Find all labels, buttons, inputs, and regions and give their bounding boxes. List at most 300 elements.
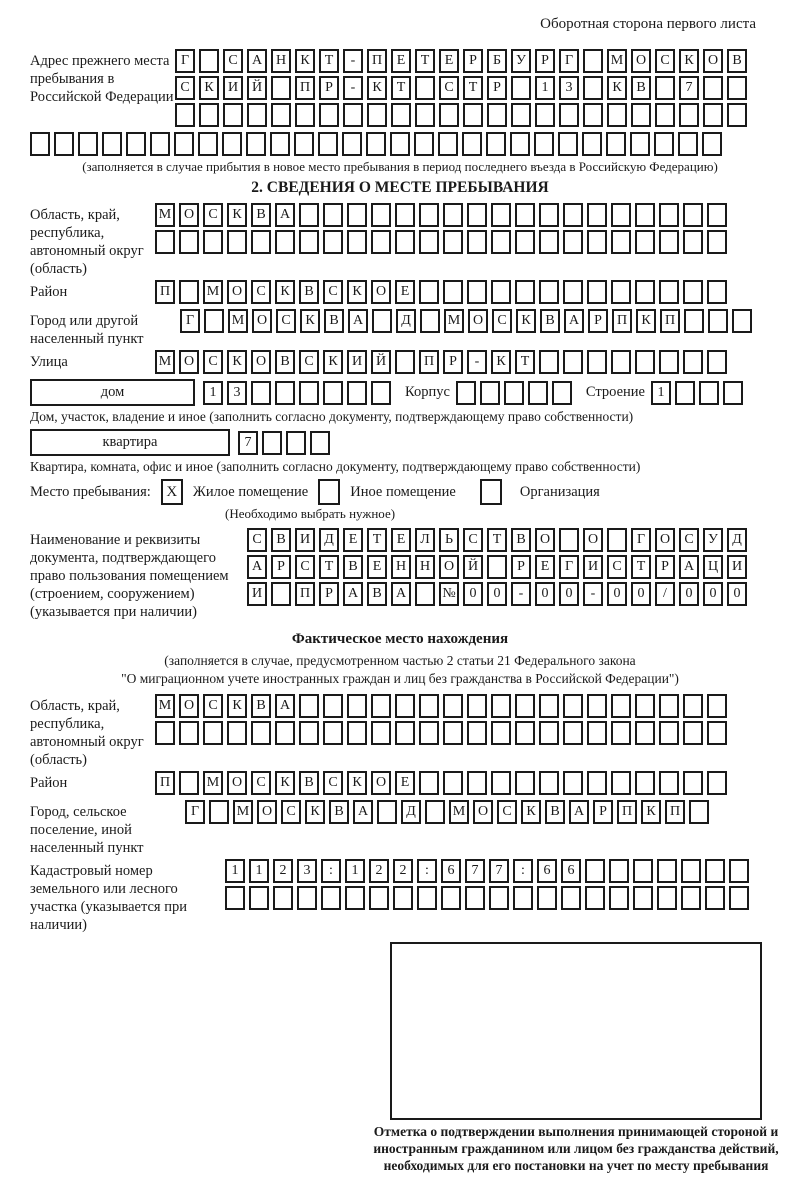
fact-caption-line1: (заполняется в случае, предусмотренном частью 2 статьи 21 Федерального закона — [164, 653, 636, 668]
char-box: О — [179, 203, 199, 227]
char-box: Д — [401, 800, 421, 824]
korpus-label: Корпус — [405, 384, 450, 400]
char-box: Е — [391, 528, 411, 552]
char-box: С — [323, 280, 343, 304]
char-box — [630, 132, 650, 156]
char-box — [534, 132, 554, 156]
char-box — [175, 103, 195, 127]
char-box: И — [223, 76, 243, 100]
char-box: 3 — [227, 381, 247, 405]
char-boxes-row — [185, 800, 713, 824]
char-box: 1 — [249, 859, 269, 883]
char-box — [563, 721, 583, 745]
char-box: С — [299, 350, 319, 374]
ulitsa-label: Улица — [30, 354, 68, 370]
fact-gorod-label: Город, сельское поселение, иной населенный пункт — [30, 804, 144, 856]
char-box — [683, 350, 703, 374]
char-box — [367, 103, 387, 127]
char-box: С — [607, 555, 627, 579]
char-box: : — [513, 859, 533, 883]
char-box — [583, 76, 603, 100]
char-box — [271, 103, 291, 127]
prev-address-rows — [175, 49, 751, 130]
prev-address-group — [30, 49, 770, 130]
char-box — [659, 694, 679, 718]
char-box — [689, 800, 709, 824]
kvartira-caption: Квартира, комната, офис и иное (заполнить согласно документу, подтверждающему право собственности) — [30, 459, 641, 474]
char-box — [223, 103, 243, 127]
char-box: М — [228, 309, 248, 333]
char-box — [515, 203, 535, 227]
char-box — [683, 280, 703, 304]
char-box — [587, 721, 607, 745]
char-box: Е — [395, 771, 415, 795]
char-box: А — [353, 800, 373, 824]
char-box: М — [449, 800, 469, 824]
char-box — [539, 203, 559, 227]
char-box: Р — [319, 582, 339, 606]
char-box — [684, 309, 704, 333]
char-box — [369, 886, 389, 910]
char-boxes-row — [247, 555, 751, 579]
char-box: Г — [631, 528, 651, 552]
char-box — [635, 694, 655, 718]
char-box — [563, 203, 583, 227]
char-box: 0 — [679, 582, 699, 606]
char-box: Е — [535, 555, 555, 579]
char-box — [323, 381, 343, 405]
char-box — [707, 230, 727, 254]
char-box — [222, 132, 242, 156]
char-box: Й — [463, 555, 483, 579]
char-box — [420, 309, 440, 333]
char-box — [491, 203, 511, 227]
char-box — [227, 721, 247, 745]
residence-checkbox-org — [480, 479, 502, 505]
char-box: Й — [247, 76, 267, 100]
char-box: Р — [511, 555, 531, 579]
char-box: С — [251, 771, 271, 795]
char-box — [343, 103, 363, 127]
kadastr-group — [30, 859, 770, 934]
char-box — [659, 203, 679, 227]
char-box: С — [203, 350, 223, 374]
char-box: К — [367, 76, 387, 100]
char-box — [310, 431, 330, 455]
char-box — [179, 280, 199, 304]
char-box: Т — [319, 49, 339, 73]
char-box: А — [564, 309, 584, 333]
char-box — [539, 771, 559, 795]
char-box — [729, 886, 749, 910]
char-box: О — [631, 49, 651, 73]
char-box: / — [655, 582, 675, 606]
char-box: С — [203, 203, 223, 227]
char-box: Е — [439, 49, 459, 73]
char-box — [535, 103, 555, 127]
char-box — [708, 309, 728, 333]
char-box — [415, 76, 435, 100]
char-box — [707, 771, 727, 795]
char-box: А — [247, 49, 267, 73]
char-box — [395, 721, 415, 745]
char-box — [681, 886, 701, 910]
char-box — [563, 350, 583, 374]
char-box: К — [323, 350, 343, 374]
char-box: П — [660, 309, 680, 333]
dom-type-box: дом — [30, 379, 195, 406]
char-box — [585, 859, 605, 883]
char-box — [683, 230, 703, 254]
char-box — [558, 132, 578, 156]
char-box: М — [233, 800, 253, 824]
char-box: Р — [487, 76, 507, 100]
char-box: К — [275, 280, 295, 304]
char-box — [155, 230, 175, 254]
char-boxes-row — [247, 582, 751, 606]
char-box — [78, 132, 98, 156]
char-box — [441, 886, 461, 910]
char-box: Т — [367, 528, 387, 552]
char-box: О — [535, 528, 555, 552]
char-box: М — [607, 49, 627, 73]
char-box — [419, 721, 439, 745]
rayon-group — [30, 280, 770, 307]
char-box — [456, 381, 476, 405]
section2-title: 2. СВЕДЕНИЯ О МЕСТЕ ПРЕБЫВАНИЯ — [251, 179, 549, 196]
char-box: 1 — [345, 859, 365, 883]
char-box — [633, 886, 653, 910]
char-box — [347, 203, 367, 227]
char-box — [155, 721, 175, 745]
char-box: К — [295, 49, 315, 73]
char-box — [683, 771, 703, 795]
char-box: 0 — [559, 582, 579, 606]
char-box — [371, 381, 391, 405]
char-box — [251, 721, 271, 745]
char-box — [395, 350, 415, 374]
char-box: - — [511, 582, 531, 606]
char-box — [504, 381, 524, 405]
char-box: Б — [487, 49, 507, 73]
char-box: В — [299, 771, 319, 795]
char-box: О — [655, 528, 675, 552]
char-box — [515, 230, 535, 254]
char-box: Т — [463, 76, 483, 100]
char-box: С — [203, 694, 223, 718]
char-box — [678, 132, 698, 156]
residence-checkbox-inoe — [318, 479, 340, 505]
char-box: Р — [535, 49, 555, 73]
fact-oblast-label: Область, край, республика, автономный округ (область) — [30, 698, 144, 768]
char-box — [395, 230, 415, 254]
char-box: В — [271, 528, 291, 552]
char-box: С — [281, 800, 301, 824]
char-box: Ь — [439, 528, 459, 552]
char-box — [443, 203, 463, 227]
char-box: В — [324, 309, 344, 333]
char-box — [299, 203, 319, 227]
char-box — [491, 230, 511, 254]
char-box — [299, 721, 319, 745]
char-box: О — [371, 771, 391, 795]
char-box — [703, 76, 723, 100]
char-box: С — [655, 49, 675, 73]
char-boxes-row — [155, 350, 731, 374]
char-box — [371, 694, 391, 718]
char-box — [467, 230, 487, 254]
char-box: 2 — [393, 859, 413, 883]
char-box — [199, 103, 219, 127]
char-box: П — [665, 800, 685, 824]
char-box: К — [227, 350, 247, 374]
char-box — [286, 431, 306, 455]
char-box — [699, 381, 719, 405]
char-box: 1 — [225, 859, 245, 883]
char-box — [587, 771, 607, 795]
char-box — [462, 132, 482, 156]
char-box — [659, 350, 679, 374]
char-box: 6 — [441, 859, 461, 883]
char-box: П — [295, 582, 315, 606]
char-box — [179, 771, 199, 795]
char-boxes-row — [175, 49, 751, 73]
char-box — [318, 132, 338, 156]
char-box — [391, 103, 411, 127]
char-boxes-row — [456, 381, 576, 405]
fact-gorod-group — [30, 800, 770, 857]
char-box: В — [631, 76, 651, 100]
char-box: Г — [175, 49, 195, 73]
char-box — [299, 381, 319, 405]
dom-row — [30, 379, 770, 406]
char-box: М — [203, 771, 223, 795]
char-box: Т — [319, 555, 339, 579]
char-box — [657, 886, 677, 910]
char-box — [587, 280, 607, 304]
char-box — [271, 582, 291, 606]
char-box: : — [321, 859, 341, 883]
char-box: Д — [727, 528, 747, 552]
char-boxes-row — [155, 771, 731, 795]
char-box — [539, 721, 559, 745]
char-box: В — [540, 309, 560, 333]
char-box — [657, 859, 677, 883]
char-box — [150, 132, 170, 156]
char-box — [563, 230, 583, 254]
char-box — [262, 431, 282, 455]
char-box — [443, 721, 463, 745]
char-box: О — [468, 309, 488, 333]
char-box — [607, 528, 627, 552]
char-box: У — [703, 528, 723, 552]
char-box — [419, 694, 439, 718]
char-box: М — [155, 350, 175, 374]
char-box — [209, 800, 229, 824]
char-box — [681, 859, 701, 883]
char-box: О — [583, 528, 603, 552]
char-box — [203, 721, 223, 745]
char-box — [582, 132, 602, 156]
fact-rayon-group — [30, 771, 770, 798]
char-box: Е — [367, 555, 387, 579]
char-box: В — [343, 555, 363, 579]
char-box: П — [295, 76, 315, 100]
char-box: В — [299, 280, 319, 304]
char-box — [611, 203, 631, 227]
char-box: С — [323, 771, 343, 795]
char-box: Р — [588, 309, 608, 333]
document-group — [30, 528, 770, 621]
char-box: : — [417, 859, 437, 883]
char-box: О — [251, 350, 271, 374]
char-box — [415, 582, 435, 606]
char-box — [683, 694, 703, 718]
char-box — [635, 771, 655, 795]
char-box — [611, 350, 631, 374]
gorod-group — [30, 309, 770, 348]
char-box — [633, 859, 653, 883]
char-box — [227, 230, 247, 254]
char-box: Р — [319, 76, 339, 100]
char-boxes-row — [30, 132, 770, 156]
char-box: И — [727, 555, 747, 579]
char-box: В — [251, 203, 271, 227]
char-box — [249, 886, 269, 910]
char-box — [275, 381, 295, 405]
char-box — [465, 886, 485, 910]
char-boxes-row — [175, 103, 751, 127]
char-box — [467, 771, 487, 795]
char-box: В — [511, 528, 531, 552]
char-box: К — [300, 309, 320, 333]
char-box: 6 — [561, 859, 581, 883]
char-box — [635, 230, 655, 254]
char-box: И — [583, 555, 603, 579]
char-box: С — [492, 309, 512, 333]
char-box — [299, 230, 319, 254]
char-boxes-row — [155, 694, 731, 718]
char-box — [491, 721, 511, 745]
char-box: В — [251, 694, 271, 718]
char-box: Л — [415, 528, 435, 552]
char-box — [251, 381, 271, 405]
char-box — [419, 230, 439, 254]
char-box — [491, 280, 511, 304]
char-box — [246, 132, 266, 156]
char-box: И — [247, 582, 267, 606]
char-box: - — [343, 76, 363, 100]
char-box — [371, 721, 391, 745]
char-box — [463, 103, 483, 127]
char-box: Е — [395, 280, 415, 304]
char-box — [635, 280, 655, 304]
char-box — [635, 350, 655, 374]
char-box: О — [371, 280, 391, 304]
char-box — [443, 280, 463, 304]
char-box — [635, 203, 655, 227]
char-box: О — [257, 800, 277, 824]
char-box — [419, 203, 439, 227]
char-box: К — [227, 203, 247, 227]
char-box: Д — [319, 528, 339, 552]
char-box: 0 — [631, 582, 651, 606]
char-box: А — [343, 582, 363, 606]
char-box — [583, 103, 603, 127]
char-box — [126, 132, 146, 156]
residence-type-note: (Необходимо выбрать нужное) — [225, 506, 396, 521]
char-box — [585, 886, 605, 910]
char-box — [438, 132, 458, 156]
char-box: К — [516, 309, 536, 333]
char-box: О — [703, 49, 723, 73]
char-box — [705, 886, 725, 910]
char-box — [275, 721, 295, 745]
residence-checkbox-zhiloe: X — [161, 479, 183, 505]
char-box — [225, 886, 245, 910]
oblast-group — [30, 203, 770, 278]
char-box: 2 — [369, 859, 389, 883]
char-box — [609, 859, 629, 883]
char-box: 2 — [273, 859, 293, 883]
char-box: С — [223, 49, 243, 73]
char-box: Н — [271, 49, 291, 73]
char-box — [198, 132, 218, 156]
char-box — [655, 76, 675, 100]
char-box — [515, 771, 535, 795]
char-box — [342, 132, 362, 156]
char-box — [439, 103, 459, 127]
char-boxes-row — [238, 431, 334, 455]
char-box: Е — [343, 528, 363, 552]
char-box — [659, 280, 679, 304]
char-box — [635, 721, 655, 745]
char-box: В — [329, 800, 349, 824]
char-box — [587, 350, 607, 374]
char-box: Р — [593, 800, 613, 824]
char-box: Т — [391, 76, 411, 100]
char-box — [486, 132, 506, 156]
char-box — [203, 230, 223, 254]
char-box — [511, 76, 531, 100]
char-box — [727, 76, 747, 100]
char-box: Н — [391, 555, 411, 579]
char-boxes-row — [175, 76, 751, 100]
char-box — [487, 555, 507, 579]
char-box: С — [439, 76, 459, 100]
char-box: П — [617, 800, 637, 824]
char-box: К — [227, 694, 247, 718]
char-box — [563, 694, 583, 718]
char-box — [705, 859, 725, 883]
residence-type-label: Место пребывания: — [30, 483, 151, 500]
char-box — [491, 771, 511, 795]
char-box: Д — [396, 309, 416, 333]
char-box — [417, 886, 437, 910]
char-box — [372, 309, 392, 333]
char-box — [321, 886, 341, 910]
prev-address-label: Адрес прежнего места пребывания в Российской Федерации — [30, 53, 174, 105]
char-box — [587, 203, 607, 227]
char-box: К — [491, 350, 511, 374]
char-box: 7 — [238, 431, 258, 455]
char-box — [30, 132, 50, 156]
char-box — [294, 132, 314, 156]
char-box — [377, 800, 397, 824]
char-box — [347, 694, 367, 718]
char-box — [654, 132, 674, 156]
char-box — [611, 230, 631, 254]
